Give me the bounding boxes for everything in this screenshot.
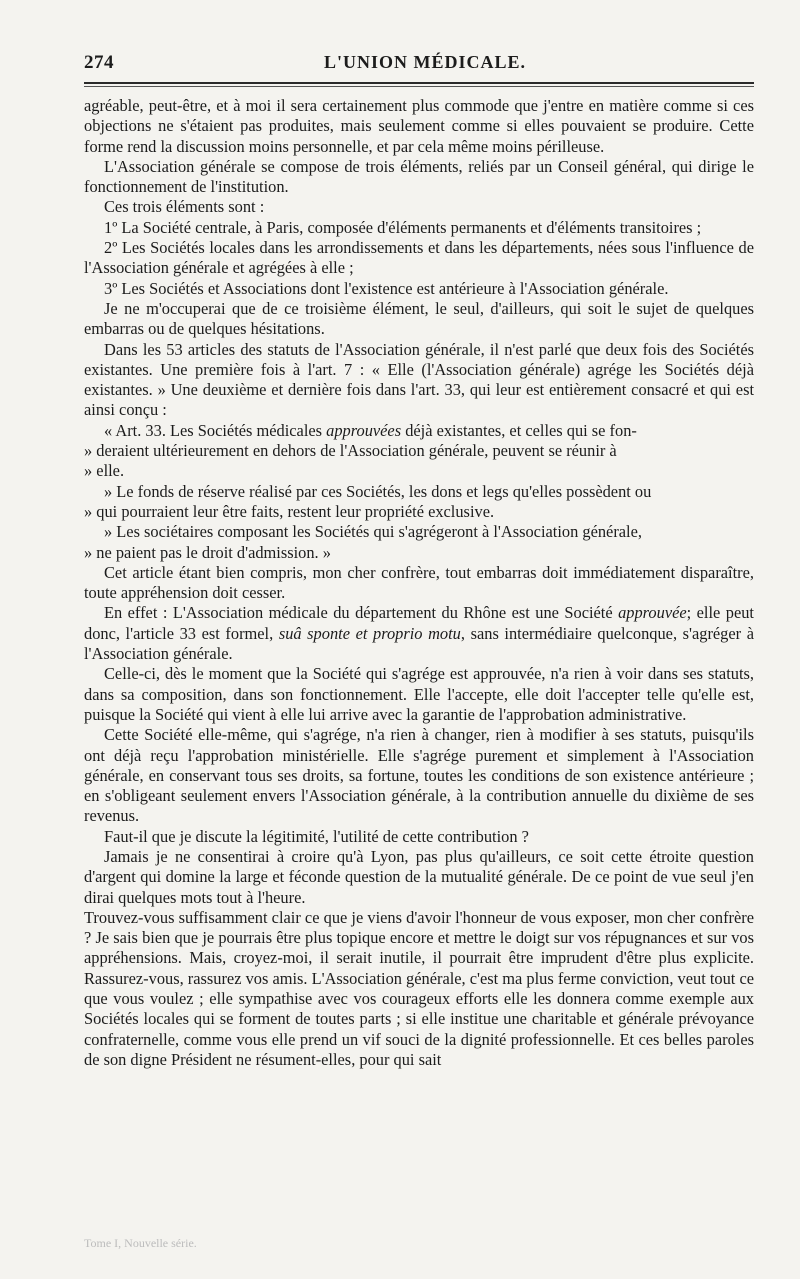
paragraph: » Le fonds de réserve réalisé par ces Sociétés, les dons et legs qu'elles possèdent ou [104,481,652,501]
paragraph: » elle. [84,461,125,481]
paragraph: Cette Société elle-même, qui s'agrége, n'a rien à changer, rien à modifier à ses statuts, puisqu'ils ont déjà reçu l'approbation ministérielle. Elle s'agrége purement et simplement à l'Association générale, en conservant tous ses droits, sa fortune, toutes les conditions de son existence antérieure ; en s'obligeant seulement envers l'Association générale, à la contribution annuelle du dixième de ses revenus. [84,725,754,826]
footer-text: Tome I, Nouvelle série. [84,1236,197,1250]
italic-text: approuvée [618,603,687,623]
page-header [84,52,754,76]
paragraph: L'Association générale se compose de trois éléments, reliés par un Conseil général, qui dirige le fonctionnement de l'institution. [84,156,754,197]
paragraph: agréable, peut-être, et à moi il sera certainement plus commode que j'entre en matière comme si ces objections ne s'étaient pas produites, mais seulement comme si elles pouvaient se produire. Cette forme rend la discussion moins personnelle, et par cela même moins périlleuse. [84,96,754,156]
paragraph: » deraient ultérieurement en dehors de l'Association générale, peuvent se réunir à [84,441,617,461]
italic-text: suâ sponte et proprio motu [278,623,461,643]
text-run: , sans intermédiaire quelconque, s'agréger à l'Association générale. [84,623,754,664]
page-footer [84,1236,754,1254]
paragraph: Cet article étant bien compris, mon cher confrère, tout embarras doit immédiatement disparaître, toute appréhension doit cesser. [84,562,754,603]
paragraph: 1º La Société centrale, à Paris, composée d'éléments permanents et d'éléments transitoires ; [104,217,702,237]
paragraph: Celle-ci, dès le moment que la Société qui s'agrége est approuvée, n'a rien à voir dans ses statuts, dans sa composition, dans son fonctionnement. Elle l'accepte, elle doit l'accepter telle qu'elle est, puisque la Société qui vient à elle lui arrive avec la garantie de l'approbation administrative. [84,664,754,724]
text-run: ; elle peut donc, l'article 33 est formel, [84,603,754,643]
page-number: 274 [84,52,114,73]
header-rule [84,82,754,84]
paragraph: Ces trois éléments sont : [104,197,265,217]
paragraph: Jamais je ne consentirai à croire qu'à Lyon, pas plus qu'ailleurs, ce soit cette étroite question d'argent qui domine la large et féconde question de la mutualité générale. De ce point de vue seul j'en dirai quelques mots tout à l'heure. [84,846,754,907]
text-run: En effet : L'Association médicale du département du Rhône est une Société [104,603,619,623]
paragraph: Trouvez-vous suffisamment clair ce que je viens d'avoir l'honneur de vous exposer, mon cher confrère ? Je sais bien que je pourrais être plus topique encore et mettre le doigt sur vos répugnances et sur vos appréhensions. Mais, croyez-moi, il serait inutile, il pourrait être imprudent d'être plus explicite. Rassurez-vous, rassurez vos amis. L'Association générale, c'est ma plus ferme conviction, veut tout ce que vous voulez ; elle sympathise avec vos courageux efforts elle les donnera comme exemple aux Sociétés locales qui se forment de toutes parts ; si elle institue une charitable et générale prévoyance confraternelle, comme vous elle prend un vif souci de la dignité professionnelle. Et ces belles paroles de son digne Président ne résument-elles, pour qui sait [84,907,754,1069]
paragraph: » ne paient pas le droit d'admission. » [84,542,331,562]
header-rule-thin [84,86,754,87]
body-text [84,96,754,1070]
paragraph: » qui pourraient leur être faits, restent leur propriété exclusive. [84,501,495,521]
paragraph: 3º Les Sociétés et Associations dont l'existence est antérieure à l'Association générale. [104,278,669,298]
paragraph: 2º Les Sociétés locales dans les arrondissements et dans les départements, nées sous l'influence de l'Association générale et agrégées à elle ; [84,238,754,278]
paragraph [84,603,754,664]
running-title: L'UNION MÉDICALE. [324,52,527,72]
paragraph: » Les sociétaires composant les Sociétés qui s'agrégeront à l'Association générale, [104,522,642,542]
paragraph: Dans les 53 articles des statuts de l'Association générale, il n'est parlé que deux fois des Sociétés existantes. Une première fois à l'art. 7 : « Elle (l'Association générale) agrége les Sociétés déjà existantes. » Une deuxième et dernière fois dans l'art. 33, qui leur est entièrement consacré et qui est ainsi conçu : [84,339,754,420]
paragraph: Je ne m'occuperai que de ce troisième élément, le seul, d'ailleurs, qui soit le sujet de quelques embarras ou de quelques hésitations. [84,298,754,339]
paragraph: Faut-il que je discute la légitimité, l'utilité de cette contribution ? [104,826,529,846]
italic-text: approuvées [326,420,402,440]
paragraph: « Art. 33. Les Sociétés médicales approuvées déjà existantes, et celles qui se fon- [104,420,637,440]
